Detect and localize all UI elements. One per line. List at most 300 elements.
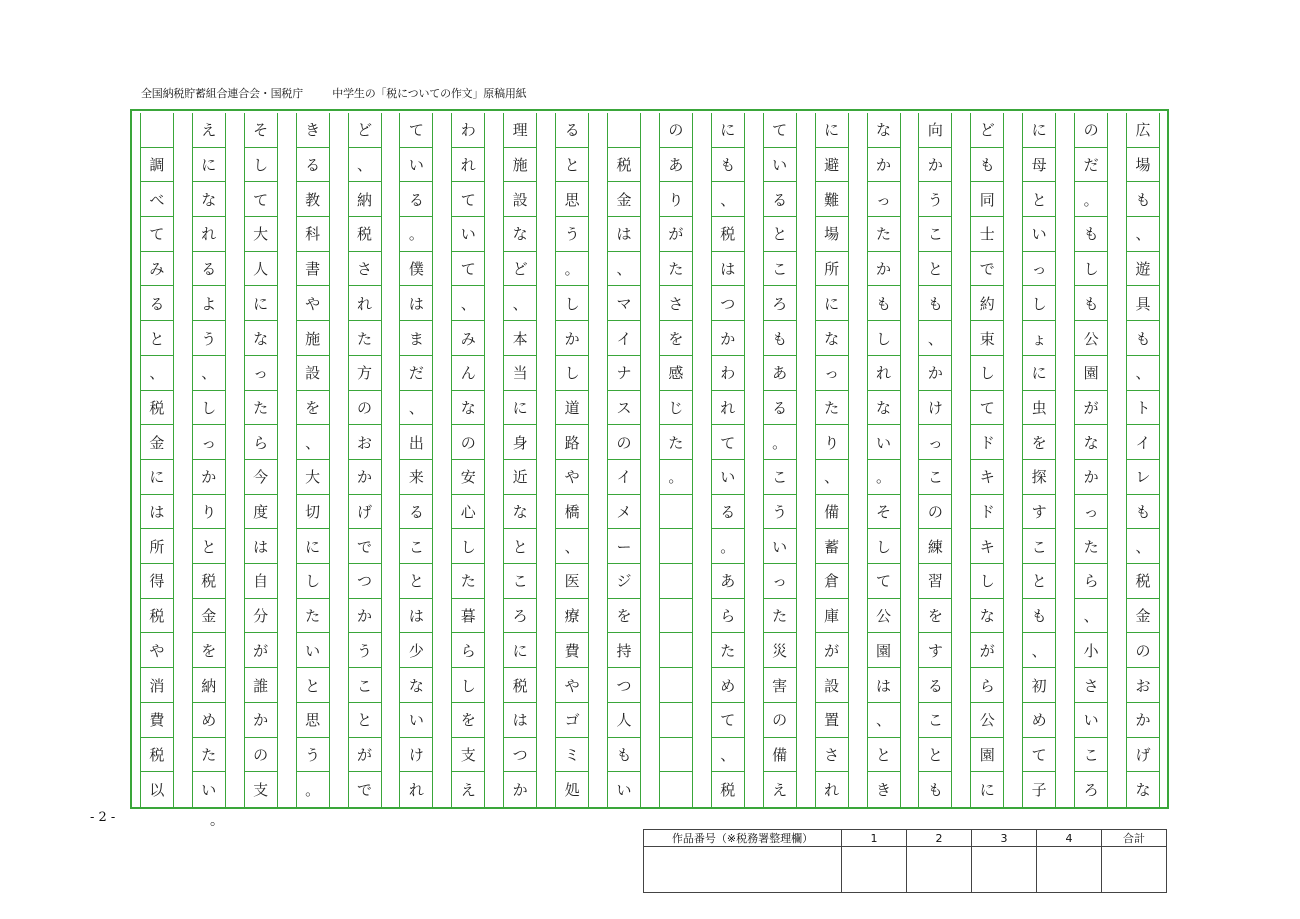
- manuscript-cell: に: [141, 460, 173, 495]
- manuscript-cell: 安: [452, 460, 484, 495]
- manuscript-cell: 出: [400, 425, 432, 460]
- manuscript-cell: 置: [816, 703, 848, 738]
- manuscript-cell: い: [201, 781, 217, 800]
- manuscript-cell: [660, 599, 692, 634]
- manuscript-cell: 持: [608, 634, 640, 669]
- manuscript-column: [140, 113, 174, 807]
- manuscript-column: [503, 113, 537, 807]
- manuscript-cell: か: [349, 599, 381, 634]
- manuscript-cell: か: [868, 252, 900, 287]
- manuscript-cell: [608, 113, 640, 148]
- manuscript-cell: ろ: [1083, 781, 1099, 800]
- manuscript-cell: す: [919, 634, 951, 669]
- manuscript-grid: [130, 109, 1169, 809]
- manuscript-cell: 公: [868, 599, 900, 634]
- manuscript-cell: に: [504, 634, 536, 669]
- manuscript-cell: た: [452, 564, 484, 599]
- manuscript-cell: に: [712, 113, 744, 148]
- manuscript-cell: つ: [608, 668, 640, 703]
- manuscript-cell: い: [1023, 217, 1055, 252]
- manuscript-cell: 。: [305, 781, 321, 800]
- manuscript-cell: し: [452, 668, 484, 703]
- manuscript-cell: こ: [1075, 738, 1107, 773]
- manuscript-cell: の: [452, 425, 484, 460]
- manuscript-cell: 。: [1075, 182, 1107, 217]
- manuscript-cell: 、: [452, 287, 484, 322]
- manuscript-cell: で: [356, 781, 372, 800]
- manuscript-cell: っ: [1075, 495, 1107, 530]
- manuscript-cell: は: [141, 495, 173, 530]
- manuscript-cell: 初: [1023, 668, 1055, 703]
- manuscript-cell: し: [1075, 252, 1107, 287]
- manuscript-cell: つ: [504, 738, 536, 773]
- manuscript-cell: か: [919, 356, 951, 391]
- manuscript-cell: ド: [971, 495, 1003, 530]
- manuscript-cell: [141, 113, 173, 148]
- manuscript-cell: い: [1075, 703, 1107, 738]
- manuscript-cell: 自: [245, 564, 277, 599]
- manuscript-cell: か: [349, 460, 381, 495]
- manuscript-cell: に: [297, 529, 329, 564]
- manuscript-cell: 災: [764, 634, 796, 669]
- manuscript-cell: て: [1023, 738, 1055, 773]
- manuscript-cell: 処: [564, 781, 580, 800]
- manuscript-cell: い: [712, 460, 744, 495]
- manuscript-cell: と: [349, 703, 381, 738]
- manuscript-cell: 大: [297, 460, 329, 495]
- manuscript-cell: こ: [504, 564, 536, 599]
- manuscript-cell: し: [556, 287, 588, 322]
- manuscript-cell: え: [193, 113, 225, 148]
- manuscript-column: [555, 113, 589, 807]
- manuscript-cell: 、: [141, 356, 173, 391]
- manuscript-cell: 施: [504, 148, 536, 183]
- manuscript-cell: こ: [400, 529, 432, 564]
- manuscript-cell: を: [452, 703, 484, 738]
- manuscript-cell: 場: [1127, 148, 1159, 183]
- manuscript-cell: き: [875, 781, 891, 800]
- entry-number-field[interactable]: [644, 847, 842, 893]
- manuscript-cell: な: [1075, 425, 1107, 460]
- manuscript-cell: っ: [1023, 252, 1055, 287]
- manuscript-cell: 習: [919, 564, 951, 599]
- manuscript-cell: 遊: [1127, 252, 1159, 287]
- manuscript-column: [1074, 113, 1108, 807]
- manuscript-cell: な: [971, 599, 1003, 634]
- manuscript-cell: あ: [660, 148, 692, 183]
- manuscript-cell: [660, 738, 692, 773]
- manuscript-cell: う: [556, 217, 588, 252]
- manuscript-cell: 。: [556, 252, 588, 287]
- manuscript-cell: た: [764, 599, 796, 634]
- manuscript-cell: 広: [1127, 113, 1159, 148]
- manuscript-column: [763, 113, 797, 807]
- manuscript-cell: 感: [660, 356, 692, 391]
- manuscript-cell: も: [1023, 599, 1055, 634]
- manuscript-cell: 探: [1023, 460, 1055, 495]
- score-col-3-field[interactable]: [972, 847, 1037, 893]
- manuscript-cell: じ: [660, 391, 692, 426]
- manuscript-cell: [660, 495, 692, 530]
- manuscript-cell: る: [193, 252, 225, 287]
- manuscript-cell: 、: [193, 356, 225, 391]
- manuscript-cell: 税: [349, 217, 381, 252]
- manuscript-cell: 医: [556, 564, 588, 599]
- manuscript-cell: こ: [349, 668, 381, 703]
- manuscript-cell: と: [1023, 182, 1055, 217]
- manuscript-cell: れ: [712, 391, 744, 426]
- score-col-1-field[interactable]: [842, 847, 907, 893]
- manuscript-cell: こ: [919, 217, 951, 252]
- manuscript-cell: マ: [608, 287, 640, 322]
- manuscript-cell: な: [400, 668, 432, 703]
- manuscript-cell: 施: [297, 321, 329, 356]
- manuscript-cell: 備: [816, 495, 848, 530]
- manuscript-cell: も: [868, 287, 900, 322]
- manuscript-cell: 金: [1127, 599, 1159, 634]
- manuscript-cell: だ: [400, 356, 432, 391]
- manuscript-cell: に: [816, 287, 848, 322]
- manuscript-column: [867, 113, 901, 807]
- manuscript-cell: な: [504, 495, 536, 530]
- manuscript-cell: れ: [193, 217, 225, 252]
- manuscript-cell: に: [979, 781, 995, 800]
- manuscript-cell: し: [1023, 287, 1055, 322]
- manuscript-cell: や: [297, 287, 329, 322]
- manuscript-cell: 度: [245, 495, 277, 530]
- manuscript-cell: キ: [971, 529, 1003, 564]
- manuscript-cell: も: [712, 148, 744, 183]
- manuscript-cell: は: [712, 252, 744, 287]
- manuscript-cell: に: [816, 113, 848, 148]
- manuscript-cell: っ: [868, 182, 900, 217]
- manuscript-cell: ょ: [1023, 321, 1055, 356]
- manuscript-cell: あ: [764, 356, 796, 391]
- manuscript-cell: や: [556, 668, 588, 703]
- manuscript-cell: 、: [712, 182, 744, 217]
- manuscript-cell: に: [245, 287, 277, 322]
- manuscript-cell: そ: [868, 495, 900, 530]
- manuscript-column: [1022, 113, 1056, 807]
- manuscript-cell: イ: [608, 460, 640, 495]
- score-input-row: [644, 847, 1167, 893]
- manuscript-cell: も: [1127, 182, 1159, 217]
- manuscript-cell: 、: [816, 460, 848, 495]
- manuscript-cell: [660, 668, 692, 703]
- manuscript-cell: も: [919, 287, 951, 322]
- manuscript-cell: 支: [452, 738, 484, 773]
- entry-number-header: 作品番号（※税務署整理欄）: [644, 830, 842, 847]
- manuscript-cell: 虫: [1023, 391, 1055, 426]
- manuscript-cell: 。: [868, 460, 900, 495]
- manuscript-cell: と: [400, 564, 432, 599]
- manuscript-cell: 、: [608, 252, 640, 287]
- manuscript-cell: 来: [400, 460, 432, 495]
- manuscript-cell: ま: [400, 321, 432, 356]
- manuscript-cell: ら: [712, 599, 744, 634]
- manuscript-cell: 書: [297, 252, 329, 287]
- manuscript-cell: た: [712, 634, 744, 669]
- manuscript-cell: っ: [764, 564, 796, 599]
- score-col-2-field[interactable]: [907, 847, 972, 893]
- manuscript-cell: 、: [400, 391, 432, 426]
- manuscript-cell: る: [919, 668, 951, 703]
- manuscript-cell: 備: [764, 738, 796, 773]
- manuscript-cell: る: [764, 391, 796, 426]
- manuscript-cell: ろ: [764, 287, 796, 322]
- manuscript-cell: る: [400, 495, 432, 530]
- manuscript-cell: り: [816, 425, 848, 460]
- manuscript-cell: も: [1075, 287, 1107, 322]
- manuscript-cell: た: [245, 391, 277, 426]
- manuscript-cell: で: [349, 529, 381, 564]
- score-header-row: [644, 830, 1167, 847]
- manuscript-cell: す: [1023, 495, 1055, 530]
- manuscript-cell: う: [297, 738, 329, 773]
- manuscript-cell: と: [764, 217, 796, 252]
- manuscript-cell: え: [460, 781, 476, 800]
- manuscript-cell: て: [712, 425, 744, 460]
- manuscript-cell: か: [556, 321, 588, 356]
- manuscript-cell: さ: [816, 738, 848, 773]
- manuscript-cell: っ: [919, 425, 951, 460]
- manuscript-cell: よ: [193, 287, 225, 322]
- manuscript-cell: 橋: [556, 495, 588, 530]
- manuscript-cell: 科: [297, 217, 329, 252]
- manuscript-cell: れ: [868, 356, 900, 391]
- manuscript-cell: イ: [608, 321, 640, 356]
- manuscript-cell: 消: [141, 668, 173, 703]
- manuscript-cell: も: [1127, 321, 1159, 356]
- manuscript-cell: ら: [971, 668, 1003, 703]
- manuscript-cell: 調: [141, 148, 173, 183]
- manuscript-cell: 、: [919, 321, 951, 356]
- manuscript-cell: か: [1075, 460, 1107, 495]
- manuscript-cell: い: [616, 781, 632, 800]
- manuscript-cell: 、: [712, 738, 744, 773]
- manuscript-cell: し: [193, 391, 225, 426]
- manuscript-cell: な: [816, 321, 848, 356]
- manuscript-cell: れ: [824, 781, 840, 800]
- manuscript-cell: な: [1135, 781, 1151, 800]
- manuscript-cell: た: [868, 217, 900, 252]
- manuscript-cell: ど: [349, 113, 381, 148]
- manuscript-cell: の: [245, 738, 277, 773]
- score-col-2-header: 2: [907, 830, 972, 847]
- manuscript-cell: に: [504, 391, 536, 426]
- score-total-header: 合計: [1102, 830, 1167, 847]
- manuscript-cell: も: [1075, 217, 1107, 252]
- manuscript-cell: も: [608, 738, 640, 773]
- manuscript-cell: と: [141, 321, 173, 356]
- manuscript-cell: る: [764, 182, 796, 217]
- manuscript-cell: 支: [253, 781, 269, 800]
- manuscript-cell: で: [971, 252, 1003, 287]
- manuscript-cell: 、: [1023, 634, 1055, 669]
- score-total-field[interactable]: [1102, 847, 1167, 893]
- manuscript-cell: り: [660, 182, 692, 217]
- manuscript-cell: 切: [297, 495, 329, 530]
- manuscript-cell: げ: [1127, 738, 1159, 773]
- score-col-4-field[interactable]: [1037, 847, 1102, 893]
- manuscript-cell: に: [1023, 113, 1055, 148]
- manuscript-cell: が: [245, 634, 277, 669]
- manuscript-cell: 園: [868, 634, 900, 669]
- manuscript-cell: い: [868, 425, 900, 460]
- manuscript-cell: た: [660, 252, 692, 287]
- manuscript-cell: 庫: [816, 599, 848, 634]
- manuscript-cell: ど: [504, 252, 536, 287]
- page-number: - 2 -: [90, 810, 116, 825]
- manuscript-cell: 思: [297, 703, 329, 738]
- manuscript-cell: っ: [245, 356, 277, 391]
- manuscript-cell: 避: [816, 148, 848, 183]
- manuscript-cell: 人: [608, 703, 640, 738]
- manuscript-cell: ら: [452, 634, 484, 669]
- manuscript-cell: だ: [1075, 148, 1107, 183]
- manuscript-cell: て: [141, 217, 173, 252]
- manuscript-column: [815, 113, 849, 807]
- score-col-1-header: 1: [842, 830, 907, 847]
- manuscript-cell: も: [764, 321, 796, 356]
- manuscript-column: [659, 113, 693, 807]
- manuscript-cell: 納: [349, 182, 381, 217]
- manuscript-cell: [660, 529, 692, 564]
- manuscript-cell: 束: [971, 321, 1003, 356]
- manuscript-cell: い: [764, 529, 796, 564]
- manuscript-cell: ジ: [608, 564, 640, 599]
- manuscript-cell: ん: [452, 356, 484, 391]
- manuscript-cell: 小: [1075, 634, 1107, 669]
- manuscript-cell: に: [193, 148, 225, 183]
- manuscript-cell: と: [919, 738, 951, 773]
- manuscript-cell: 場: [816, 217, 848, 252]
- manuscript-cell: が: [1075, 391, 1107, 426]
- manuscript-cell: 分: [245, 599, 277, 634]
- manuscript-cell: を: [919, 599, 951, 634]
- manuscript-cell: 僕: [400, 252, 432, 287]
- score-col-3-header: 3: [972, 830, 1037, 847]
- manuscript-cell: う: [764, 495, 796, 530]
- manuscript-cell: 税: [193, 564, 225, 599]
- manuscript-cell: い: [764, 148, 796, 183]
- manuscript-cell: の: [349, 391, 381, 426]
- manuscript-cell: を: [193, 634, 225, 669]
- manuscript-cell: こ: [764, 252, 796, 287]
- manuscript-cell: た: [660, 425, 692, 460]
- manuscript-cell: 所: [141, 529, 173, 564]
- manuscript-cell: な: [245, 321, 277, 356]
- manuscript-cell: も: [971, 148, 1003, 183]
- manuscript-cell: め: [712, 668, 744, 703]
- manuscript-cell: め: [1023, 703, 1055, 738]
- manuscript-cell: [660, 772, 692, 807]
- manuscript-cell: は: [868, 668, 900, 703]
- manuscript-cell: 。: [660, 460, 692, 495]
- manuscript-cell: [660, 564, 692, 599]
- manuscript-cell: 大: [245, 217, 277, 252]
- manuscript-cell: 教: [297, 182, 329, 217]
- manuscript-cell: れ: [408, 781, 424, 800]
- manuscript-cell: み: [452, 321, 484, 356]
- manuscript-cell: 納: [193, 668, 225, 703]
- manuscript-cell: る: [141, 287, 173, 322]
- overflow-character: 。: [210, 813, 224, 829]
- manuscript-cell: う: [193, 321, 225, 356]
- manuscript-cell: 、: [504, 287, 536, 322]
- manuscript-cell: 約: [971, 287, 1003, 322]
- manuscript-cell: な: [868, 391, 900, 426]
- manuscript-cell: の: [608, 425, 640, 460]
- manuscript-cell: る: [712, 495, 744, 530]
- manuscript-cell: た: [349, 321, 381, 356]
- manuscript-column: [1126, 113, 1160, 807]
- manuscript-cell: う: [349, 634, 381, 669]
- manuscript-cell: ろ: [504, 599, 536, 634]
- manuscript-cell: 具: [1127, 287, 1159, 322]
- manuscript-cell: て: [764, 113, 796, 148]
- manuscript-cell: と: [868, 738, 900, 773]
- manuscript-cell: ー: [608, 529, 640, 564]
- manuscript-cell: キ: [971, 460, 1003, 495]
- manuscript-cell: 税: [141, 599, 173, 634]
- manuscript-cell: さ: [660, 287, 692, 322]
- manuscript-cell: ト: [1127, 391, 1159, 426]
- manuscript-cell: 本: [504, 321, 536, 356]
- page-header: [141, 85, 526, 101]
- manuscript-cell: を: [1023, 425, 1055, 460]
- manuscript-cell: さ: [1075, 668, 1107, 703]
- manuscript-cell: あ: [712, 564, 744, 599]
- manuscript-cell: は: [400, 599, 432, 634]
- manuscript-column: [244, 113, 278, 807]
- manuscript-cell: 。: [400, 217, 432, 252]
- manuscript-cell: め: [193, 703, 225, 738]
- manuscript-cell: メ: [608, 495, 640, 530]
- manuscript-cell: て: [245, 182, 277, 217]
- manuscript-cell: 、: [1127, 217, 1159, 252]
- manuscript-cell: ナ: [608, 356, 640, 391]
- manuscript-cell: 倉: [816, 564, 848, 599]
- manuscript-cell: そ: [245, 113, 277, 148]
- manuscript-cell: 設: [816, 668, 848, 703]
- manuscript-cell: 園: [1075, 356, 1107, 391]
- manuscript-cell: 所: [816, 252, 848, 287]
- manuscript-cell: と: [556, 148, 588, 183]
- manuscript-cell: ド: [971, 425, 1003, 460]
- manuscript-column: [711, 113, 745, 807]
- manuscript-cell: 設: [504, 182, 536, 217]
- manuscript-cell: こ: [764, 460, 796, 495]
- manuscript-cell: い: [400, 703, 432, 738]
- manuscript-column: [918, 113, 952, 807]
- manuscript-cell: た: [297, 599, 329, 634]
- manuscript-cell: と: [504, 529, 536, 564]
- manuscript-column: [399, 113, 433, 807]
- manuscript-cell: 税: [1127, 564, 1159, 599]
- manuscript-cell: や: [141, 634, 173, 669]
- manuscript-cell: 税: [141, 391, 173, 426]
- manuscript-cell: こ: [919, 703, 951, 738]
- manuscript-column: [607, 113, 641, 807]
- manuscript-cell: き: [297, 113, 329, 148]
- manuscript-cell: 人: [245, 252, 277, 287]
- manuscript-cell: て: [452, 252, 484, 287]
- manuscript-cell: を: [297, 391, 329, 426]
- manuscript-cell: 金: [141, 425, 173, 460]
- manuscript-cell: 難: [816, 182, 848, 217]
- manuscript-cell: 、: [349, 148, 381, 183]
